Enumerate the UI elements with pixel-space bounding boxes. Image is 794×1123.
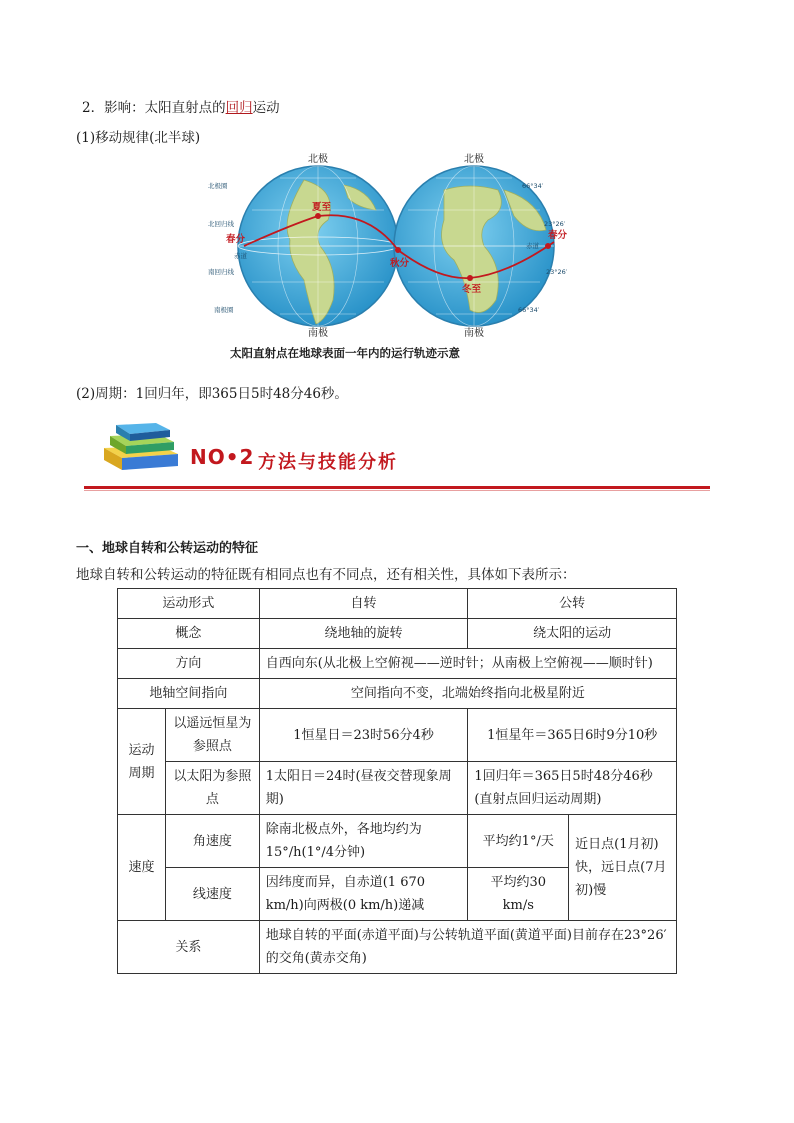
label-autumn: 秋分 xyxy=(390,258,410,269)
label-equator-right: 赤道 xyxy=(526,242,539,250)
section-intro: 地球自转和公转运动的特征既有相同点也有不同点，还有相关性，具体如下表所示： xyxy=(76,567,576,583)
angle-4: 66°34′ xyxy=(518,306,540,314)
banner-number: NO•2 xyxy=(190,445,255,469)
angle-3: 23°26′ xyxy=(546,268,568,276)
label-tropic-capricorn: 南回归线 xyxy=(208,268,234,276)
globe-diagram xyxy=(208,150,584,368)
label-winter: 冬至 xyxy=(462,284,482,295)
figure-caption: 太阳直射点在地球表面一年内的运行轨迹示意 xyxy=(230,346,460,360)
influence-line: 2．影响：太阳直射点的回归运动 xyxy=(82,100,280,116)
movement-rule-line: (1)移动规律(北半球) xyxy=(76,130,201,146)
banner-title: 方法与技能分析 xyxy=(258,452,398,473)
table-row: 运动形式 自转 公转 xyxy=(118,589,677,619)
rotation-revolution-table xyxy=(117,588,677,974)
south-pole-right: 南极 xyxy=(464,328,484,339)
sun-direct-point-figure xyxy=(208,150,584,368)
books-icon xyxy=(100,420,184,476)
label-summer: 夏至 xyxy=(312,202,332,213)
angle-1: 66°34′ xyxy=(522,182,544,190)
label-antarctic: 南极圈 xyxy=(214,306,234,314)
highlight-word: 回归 xyxy=(225,100,253,116)
table-row: 以太阳为参照点 1太阳日＝24时(昼夜交替现象周期) 1回归年＝365日5时48分46秒(直射点回归运动周期) xyxy=(118,762,677,815)
label-tropic-cancer: 北回归线 xyxy=(208,220,234,228)
table-row: 运动周期 以遥远恒星为参照点 1恒星日＝23时56分4秒 1恒星年＝365日6时9分10秒 xyxy=(118,709,677,762)
label-spring-left: 春分 xyxy=(226,234,246,245)
table-row: 关系 地球自转的平面(赤道平面)与公转轨道平面(黄道平面)目前存在23°26′的交角(黄赤交角) xyxy=(118,921,677,974)
table-row: 地轴空间指向 空间指向不变，北端始终指向北极星附近 xyxy=(118,679,677,709)
section-title: 一、地球自转和公转运动的特征 xyxy=(76,541,259,556)
banner-divider xyxy=(84,486,710,489)
north-pole-left: 北极 xyxy=(308,154,328,165)
left-globe xyxy=(238,166,398,326)
table-row: 概念 绕地轴的旋转 绕太阳的运动 xyxy=(118,619,677,649)
label-equator: 赤道 xyxy=(234,252,247,260)
label-spring-right: 春分 xyxy=(548,230,568,241)
south-pole-left: 南极 xyxy=(308,328,328,339)
table-row: 方向 自西向东(从北极上空俯视——逆时针；从南极上空俯视——顺时针) xyxy=(118,649,677,679)
period-line: (2)周期：1回归年，即365日5时48分46秒。 xyxy=(76,386,348,402)
north-pole-right: 北极 xyxy=(464,154,484,165)
banner-divider-shadow xyxy=(84,490,710,491)
label-arctic: 北极圈 xyxy=(208,182,228,190)
angle-2: 23°26′ xyxy=(544,220,566,228)
table-row: 线速度 因纬度而异，自赤道(1 670 km/h)向两极(0 km/h)递减 平均约30 km/s xyxy=(118,868,677,921)
table-row: 速度 角速度 除南北极点外，各地均约为15°/h(1°/4分钟) 平均约1°/天 近日点(1月初)快，远日点(7月初)慢 xyxy=(118,815,677,868)
